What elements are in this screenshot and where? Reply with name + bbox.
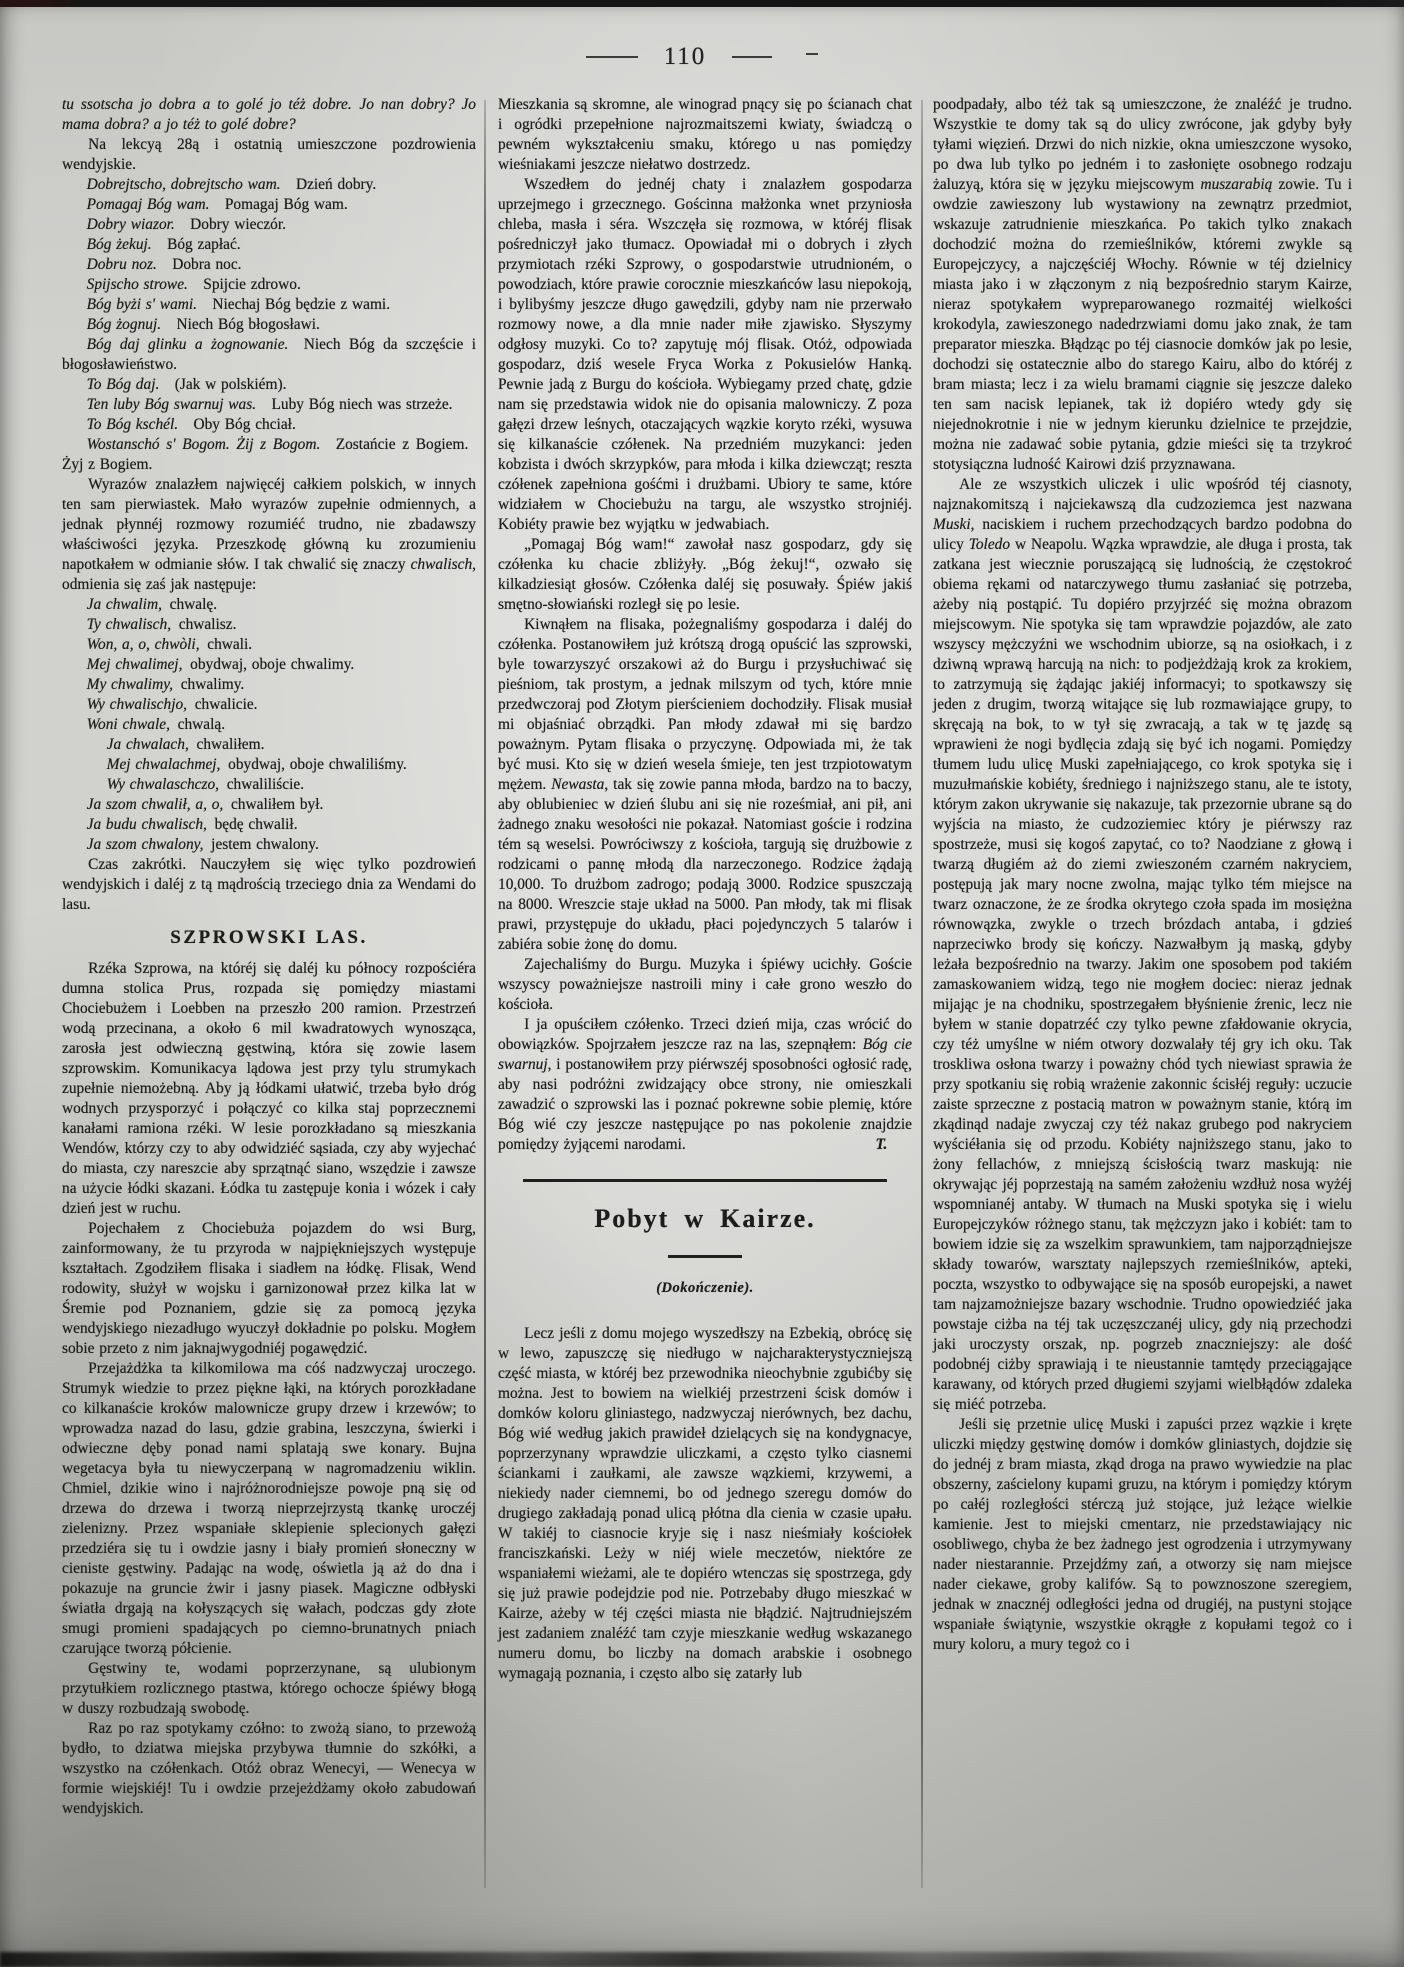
- paragraph: [62, 959, 476, 1219]
- text-run: Dobru noz.: [86, 256, 157, 273]
- text-run: „Pomagaj Bóg wam!“ zawołał nasz gospodarz, gdy się czółenka ku chacie zbliżyły. „Bóg żekuj!“, ozwało się kilkadziesiąt głosów. Czółenka daléj się posuwały. Śpiéw jakiś smętno-słowiański rozległ się po lesie.: [498, 536, 912, 613]
- text-run: będę chwalił.: [206, 816, 298, 833]
- phrase-line: [62, 755, 476, 775]
- text-run: SZPROWSKI LAS.: [170, 927, 368, 948]
- text-run: , i postanowiłem przy piérwszéj sposobności ogłosić radę, aby nasi podróżni zwidzający obce strony, nie omieszkali zawadzić o szprowski las i poznać pokrewne sobie plemię, które Bóg wié czy jeszcze następujące po nas pokolenie znajdzie pomiędzy żyjącemi narodami.: [498, 1056, 912, 1153]
- page-number: 110: [663, 43, 707, 70]
- text-run: Wszedłem do jednéj chaty i znalazłem gospodarza uprzejmego i grzecznego. Gościnna małżonka wnet przyniosła chleba, masła i séra. Wszczęła się rozmowa, w któréj flisak pośredniczył jako tłumacz. Opowiadał mi o dobrych i złych przymiotach rzéki Szprowy, o gospodarstwie utrudnioném, o powodziach, które prawie corocznie mieszkańców lasu niepokoją, i bylibyśmy jeszcze długo gawędzili, gdyby nam nie przerwało rozmowy nowe, a dla mnie nader miłe zjawisko. Słyszymy odgłosy muzyki. Co to? zapytuję mój flisak. Otóż, odpowiada gospodarz, dziś wesele Fryca Worka z Pokusielów Hanką. Pewnie jadą z Burgu do kościoła. Wybiegamy przed chatę, gdzie nam się przedstawia widok nie do opisania malowniczy. Z poza gałęzi drzew leśnych, otaczających wązkie koryto rzéki, wysuwa się kilkanaście czółenek. Na przedniém muzykanci: jeden kobzista i dwóch skrzypków, para młoda i kilka dziewcząt; reszta czółenek zapełniona gośćmi i drużbami. Ubiory te same, które widziałem w Chociebużu na targu, ale wszystko strojniéj. Kobiéty prawie bez wyjątku w jedwabiach.: [498, 176, 912, 533]
- phrase-line: [62, 435, 476, 475]
- text-run: Toledo: [968, 536, 1011, 553]
- text-run: Luby Bóg niech was strzeże.: [256, 396, 453, 413]
- phrase-line: [62, 815, 476, 835]
- text-run: obydwaj, oboje chwaliliśmy.: [220, 756, 407, 773]
- paragraph: [62, 1219, 476, 1359]
- phrase-line: [62, 375, 476, 395]
- text-run: Ja chwalach,: [106, 736, 189, 753]
- text-run: Ty chwalisch,: [86, 616, 172, 633]
- phrase-line: [62, 315, 476, 335]
- text-run: chwaliliście.: [219, 776, 305, 793]
- text-run: Mej chwalachmej,: [106, 756, 221, 773]
- section-heading: [62, 928, 476, 948]
- text-run: zowie. Tu i owdzie zawieszony lub wystawiony na zewnątrz przedmiot, wskazuje zatrudnienie mieszkańca. Po takich tylko znakach dochodzić można do rzemieślników, któremi zwykle są Europejczycy, a najczęściéj Włochy. Równie w téj dzielnicy miasta jako i w złączonym z nią bezpośrednio starym Kairze, nieraz spotykałem wypreparowanego rozmaitéj wielkości krokodyla, zawieszonego nadedrzwiami domu jako znak, że tam preparator mieszka. Błądząc po téj ciasnocie domków jak po lesie, dochodzi się ostatecznie albo do starego Kairu, albo do któréj z bram miasta; lecz i za wielu bramami ciągnie się jeszcze daleko ten sam nacisk lepianek, tak iż dopiéro wtedy gdy się niejednokrotnie i nie w jednym kierunku dzielnice te przejdzie, można nie zadawać sobie pytania, gdzie mieści się ta trzykroć stotysiączna ludność Kairowi dziś przyznawana.: [933, 176, 1352, 473]
- phrase-line: [62, 395, 476, 415]
- text-run: Pomagaj Bóg wam.: [209, 196, 348, 213]
- text-run: Bóg daj glinku a żognowanie.: [86, 336, 289, 353]
- text-run: Dobrejtscho, dobrejtscho wam.: [86, 176, 281, 193]
- column-divider-left: [484, 100, 486, 1888]
- text-run: Pobyt w Kairze.: [594, 1204, 816, 1233]
- paragraph-continued: [933, 95, 1352, 475]
- text-run: chwalisz.: [171, 616, 237, 633]
- text-run: chwalisch: [410, 556, 473, 573]
- phrase-line: [62, 715, 476, 735]
- text-column-3: [933, 95, 1352, 1895]
- phrase-line: [62, 655, 476, 675]
- text-column-2: [498, 95, 912, 1895]
- text-run: Muski: [933, 516, 971, 533]
- text-run: Dzień dobry.: [280, 176, 377, 193]
- phrase-line: [62, 335, 476, 375]
- text-run: tu ssotscha jo dobra a to golé jo téż dobre. Jo nan dobry? Jo mama dobra? a jo téż to golé dobre?: [62, 96, 476, 133]
- text-run: Ja szom chwalony,: [86, 836, 204, 853]
- text-run: Niech Bóg błogosławi.: [161, 316, 320, 333]
- paragraph: [933, 1415, 1352, 1655]
- scan-top-edge: [0, 0, 1404, 7]
- text-run: Ja szom chwalił, a, o,: [86, 796, 224, 813]
- phrase-line: [62, 735, 476, 755]
- text-run: Bóg cie swarnuj: [498, 1036, 912, 1073]
- text-run: Oby Bóg chciał.: [178, 416, 296, 433]
- text-run: Gęstwiny te, wodami poprzerzynane, są ulubionym przytułkiem rozlicznego ptastwa, którego ochocze śpiéwy błogą w duszy rozbudzają swobodę.: [62, 1660, 476, 1717]
- phrase-line: [62, 295, 476, 315]
- text-run: Ja chwalim,: [86, 596, 162, 613]
- phrase-line: [62, 215, 476, 235]
- text-run: I ja opuściłem czółenko. Trzeci dzień mija, czas wrócić do obowiązków. Spojrzałem jeszcze raz na las, szepnąłem:: [498, 1016, 912, 1053]
- phrase-line: [62, 275, 476, 295]
- text-run: Ten luby Bóg swarnuj was.: [86, 396, 257, 413]
- text-run: To Bóg daj.: [86, 376, 160, 393]
- text-run: , naciskiem i ruchem przechodzących bardzo podobna do ulicy: [933, 516, 1352, 553]
- text-run: chwali.: [199, 636, 253, 653]
- phrase-line: [62, 635, 476, 655]
- scan-bottom-edge: [0, 1952, 1404, 1967]
- text-column-1: [62, 95, 476, 1895]
- text-run: Jeśli się przetnie ulicę Muski i zapuści przez wązkie i kręte uliczki między gęstwinę domów i domków gliniastych, dojdzie się do jednéj z bram miasta, zkąd droga na prawo wywiedzie na plac obszerny, zaścielony kupami gruzu, na którym i pomiędzy którym po całéj rozległości stérczą już stojące, już leżące wielkie kamienie. Jest to miejski cmentarz, nie przedstawiający nic osobliwego, chyba że bez żadnego jest ogrodzenia i utrzymywany nader niestarannie. Przejdźmy zań, a otworzy się nam miejsce nader ciekawe, groby kalifów. Są to powznoszone szeregiem, jednak w znacznéj odległości jedna od drugiéj, na pustyni stojące wspaniałe świątynie, wszystkie okrągłe z kopułami tegoż co i mury koloru, a mury tegoż co i: [933, 1416, 1352, 1653]
- text-run: Wyrazów znalazłem najwięcéj całkiem polskich, w innych ten sam pierwiastek. Mało wyrazów zupełnie odmiennych, a jednak płynnéj rozmowy rozumiéć trudno, nie zbadawszy właściwości języka. Przeszkodę główną ku zrozumieniu napotkałem w odmianie słów. I tak chwalić się znaczy: [62, 476, 476, 573]
- text-run: Won, a, o, chwòli,: [86, 636, 200, 653]
- text-run: Raz po raz spotykamy czółno: to zwożą siano, to przewożą bydło, to dziatwa miejska przybywa tłumnie do szkółki, a wszystko na czółenkach. Otóż obraz Wenecyi, — Wenecya w formie wiejskiéj! Tu i owdzie przejeżdżamy około zabudowań wendyjskich.: [62, 1720, 476, 1817]
- text-run: poodpadały, albo téż tak są umieszczone, że znaléźć je trudno. Wszystkie te domy tak są do ulicy zwrócone, jak gdyby były tyłami więzień. Drzwi do nich nizkie, okna umieszczone wysoko, po dwa lub tylko po jedném i to zasłonięte osobnego rodzaju żaluzyą, która się w języku miejscowym: [933, 96, 1352, 193]
- text-run: Dobry wieczór.: [174, 216, 286, 233]
- text-run: Spijscho strowe.: [86, 276, 188, 293]
- page-number-rule-right-small: [806, 53, 818, 56]
- paragraph: [62, 475, 476, 595]
- text-run: Dobry wiazor.: [86, 216, 175, 233]
- text-run: Lecz jeśli z domu mojego wyszedłszy na Ezbekią, obrócę się w lewo, zapuszczę się niedługo w najcharakterystyczniejszą część miasta, w któréj bez przewodnika nieochybnie zgubićby się można. Jest to bowiem na wielkiéj przestrzeni ścisk domów i domków koloru gliniastego, nadzwyczaj nierównych, bez dachu, Bóg wié według jakich prawideł dzielących się na kondygnacye, poprzerzynany wprawdzie uliczkami, a często tylko ciasnemi ściankami i zaułkami, ale zawsze wązkiemi, krzywemi, a niekiedy nader ciemnemi, bo od jednego szeregu domów do drugiego zakładają ponad ulicą płótna dla cienia w czasie upału. W takiéj to ciasnocie kryje się i nasz nieśmiały kościołek franciszkański. Leży w niéj wiele meczetów, niektóre ze wspaniałemi wieżami, ale te dopiéro wtenczas się spostrzega, gdy się już prawie podejdzie pod nie. Potrzebaby długo mieszkać w Kairze, ażeby w téj części miasta nie błądzić. Najtrudniejszém jest zadaniem znaléźć tam czyje mieszkanie według wskazanego numeru domu, bo liczby na domach arabskie i osobnego wymagają poznania, i często albo się zatarły lub: [498, 1325, 912, 1682]
- text-run: obydwaj, oboje chwalimy.: [182, 656, 355, 673]
- text-run: w Neapolu. Wązka wprawdzie, ale długa i prosta, tak zatkana jest wiecznie poruszającą się ludnością, że częstokroć obiema rękami od natarczywego tłumu zasłaniać się potrzeba, ażeby nią postąpić. Tu dopiéro przyjrzéć się można obrazom miejscowym. Nie spotyka się tam wprawdzie pojazdów, ale zato wszyscy mężczyźni we wschodnim ubiorze, są na osiołkach, i z dziwną wprawą harcują na nich: to podjeżdżają krok za krokiem, to zatrzymują się żądając jakiéj informacyi; to spotkawszy się jeden z drugim, tworzą witające się lub rozmawiające grupy, to skręcają na bok, to w tył się zwracają, a tak w tę jazdę są wprawieni że nogi bydlęcia zdają się być ich nogami. Pomiędzy tłumem ludu ulicę Muski zapełniającego, co krok spotyka się i muzułmańskie kobiéty, średniego i najniższego stanu, ale te istoty, którym zakon ukrywanie się nakazuje, tak przezornie ubrane są do wyjścia na miasto, że cudzoziemiec który je piérwszy raz spostrzeże, musi się kogoś zapytać, co to? Naodziane z głową i twarzą długiém aż do ziemi zwieszoném czarném nakryciem, postępują jak mary nocne zwolna, mając tylko tém miejsce na twarz oznaczone, że ze środka okrytego czoła spada im mosiężna równowązka, zwykle o trzech brózdach antaba, i gdzieś naprzeciwko brody się kończy. Nazwałbym ją maską, gdyby leżała bezpośrednio na twarzy. Jakim one sposobem pod takiém zamaskowaniem widzą, tego nie mogłem dociec: nieraz jednak mijając je na chodniku, spostrzegałem błyśnienie źrenic, lecz nie byłem w stanie dopatrzéć czy tylko pewne zfałdowanie okrycia, czy téż umyślne w niém otwory dozwalały téj gry ich oku. Tak troskliwa osłona twarzy i poważny chód tych niewiast sprawia że przy spotkaniu się robią wrażenie zakonnic ścisłéj reguły: uczucie zaiste sprzeczne z postacią matron w poważnym stanie, którą im zkądinąd nadaje zwyczaj czy téż nakaz grubego pod nakryciem wyściéłania się od przodu. Kobiéty najniższego stanu, jako to żony fellachów, z mniejszą ścisłością twarz maskują: nie okrywając jéj poprzestają na samém założeniu wzdłuż nosa wyżéj wspomnianéj antaby. W tłumach na Muski spotyka się i wielu Europejczyków różnego stanu, tak mężczyzn jako i kobiét: tam to bowiem idzie się za wszelkim sprawunkiem, tam najporządniejsze składy towarów, warsztaty najlepszych rzemieślników, apteki, poczta, wszystko to odbywające się na sposób europejski, a nawet tam najzamożniejsze bazary wschodnie. Trudno opowiedziéć jaka powstaje ciżba na téj tak uczęszczanéj ulicy, gdy nią przechodzi jaki uroczysty orszak, np. pogrzeb znaczniejszy: ale dość podobnéj ciżby sprawiają i te nieustannie tamtędy przeciągające karawany, od których przed długiemi szyjami wielbłądów zdaleka się miéć potrzeba.: [933, 536, 1353, 1413]
- phrase-line: [62, 175, 476, 195]
- paragraph: [62, 855, 476, 915]
- text-run: , tak się zowie panna młoda, bardzo na to baczy, aby oblubieniec w dzień ślubu ani się nie roześmiał, ani pił, ani żadnego znaku wesołości nie pokazał. Natomiast goście i rodzina tém są weselsi. Powróciwszy z kościoła, targują się drużbowie z rodzicami o pannę młodą dla narzeczonego. Rodzice żądają 10,000. To drużbom zadrogo; podają 3000. Rodzice spuszczają na 8000. Wreszcie staje układ na 5000. Pan młody, tak mi flisak prawi, przystępuje do układu, płaci pojedynczych 5 talarów i zabiéra sobie żonę do domu.: [498, 776, 913, 953]
- author-signature: T.: [875, 1136, 888, 1153]
- phrase-line: [62, 255, 476, 275]
- text-run: Mej chwalimej,: [86, 656, 183, 673]
- text-run: Spijcie zdrowo.: [187, 276, 301, 293]
- phrase-line: [62, 695, 476, 715]
- text-run: Woni chwale,: [86, 716, 170, 733]
- phrase-line: [62, 235, 476, 255]
- text-run: chwalimy.: [173, 676, 245, 693]
- text-run: Zostańcie z Bogiem. Żyj z Bogiem.: [62, 436, 477, 473]
- paragraph: [498, 955, 912, 1015]
- text-run: Bóg zapłać.: [151, 236, 241, 253]
- title-rule: [668, 1255, 742, 1258]
- phrase-line: [62, 795, 476, 815]
- text-run: My chwalimy,: [86, 676, 174, 693]
- paragraph: [498, 175, 912, 535]
- phrase-line: [62, 615, 476, 635]
- text-run: Wy chwalischjo,: [86, 696, 188, 713]
- text-run: Bóg żekuj.: [86, 236, 152, 253]
- text-run: Pomagaj Bóg wam.: [86, 196, 210, 213]
- phrase-line: [62, 775, 476, 795]
- text-run: Na lekcyą 28ą i ostatnią umieszczone pozdrowienia wendyjskie.: [62, 136, 476, 173]
- article-divider-rule: [523, 1179, 887, 1182]
- phrase-line: [62, 195, 476, 215]
- paragraph: [62, 1359, 476, 1659]
- text-run: Wy chwalaschczo,: [106, 776, 220, 793]
- article-subtitle: [498, 1278, 912, 1298]
- text-run: chwalą.: [169, 716, 226, 733]
- text-run: chwalicie.: [187, 696, 258, 713]
- phrase-line: [62, 675, 476, 695]
- text-run: Bóg żognuj.: [86, 316, 162, 333]
- text-run: Pojechałem z Chociebuża pojazdem do wsi Burg, zainformowany, że tu przyroda w najpiękniejszych występuje kształtach. Zgodziłem flisaka i siadłem na łódkę. Flisak, Wend rodowity, służył w wojsku i garnizonował przez kilka lat w Śremie pod Poznaniem, gdzie się za pomocą języka wendyjskiego niezadługo wyuczył dokładnie po polsku. Mogłem sobie przeto z nim jaknajwygodniéj pogawędzić.: [62, 1220, 476, 1357]
- paragraph: [62, 135, 476, 175]
- page-header: [0, 42, 1404, 72]
- page-number-rule-right: [732, 56, 772, 59]
- text-run: Ja budu chwalisch,: [86, 816, 207, 833]
- phrase-line: [62, 415, 476, 435]
- text-run: (Jak w polskiém).: [159, 376, 287, 393]
- text-run: Newasta: [551, 776, 605, 793]
- text-run: chwalę.: [161, 596, 218, 613]
- paragraph: [62, 1719, 476, 1819]
- text-run: Rzéka Szprowa, na któréj się daléj ku północy rozpościéra dumna stolica Prus, rozpada się pomiędzy miastami Chociebużem i Loebben na przeszło 200 ramion. Przestrzeń wodą przecinana, a około 6 mil kwadratowych wynosząca, zarosła jest odwieczną gęstwiną, która się zowie lasem szprowskim. Komunikacya lądowa jest przy tylu strumykach zupełnie niemożebną. Aby ją łódkami ułatwić, trzeba było dróg wodnych przysporzyć i połączyć co kilka staj poprzecznemi kanałami ramiona rzéki. W lesie porozkładano są mieszkania Wendów, którzy czy to aby odwidziéć sąsiada, czy aby wyjechać do miasta, czy nareszcie aby sprzątnąć siano, wszędzie i zawsze na użycie łódki skazani. Łódka tu zastępuje konia i wózek i cały dzień jest w ruchu.: [62, 960, 476, 1217]
- text-run: muszarabią: [1200, 176, 1273, 193]
- phrase-line: [62, 595, 476, 615]
- paragraph-continued: [498, 95, 912, 175]
- text-run: Wostanschó s' Bogom. Żij z Bogom.: [86, 436, 321, 453]
- text-run: , odmienia się zaś jak następuje:: [62, 556, 476, 593]
- paragraph: [498, 1324, 912, 1684]
- text-run: To Bóg kschél.: [86, 416, 179, 433]
- paragraph-continued: [62, 95, 476, 135]
- text-run: Kiwnąłem na flisaka, pożegnaliśmy gospodarza i daléj do czółenka. Postanowiłem już krótszą drogą opuścić las szprowski, byle towarzyszyć orszakowi aż do Burgu i przysłuchiwać się pieśniom, tak prostym, a jednak milszym od tych, które mnie przedwczoraj pod Złotym pierścieniem dochodziły. Flisak musiał mi objaśniać obrządki. Pan młody zdawał mi się bardzo poważnym. Pytam flisaka o przyczynę. Odpowiada mi, że tak być musi. Kto się w dzień wesela śmieje, ten jest trzpiotowatym mężem.: [498, 616, 912, 793]
- text-run: Przejażdżka ta kilkomilowa ma cóś nadzwyczaj uroczego. Strumyk wiedzie to przez piękne łąki, na których porozkładane co kilkanaście kroków malownicze grupy drzew i krzewów; to wprowadza nazad do lasu, gdzie grabina, leszczyna, świerki i odwieczne dęby ponad nami splatają swe konary. Bujna wegetacya była tu niewyczerpaną w nagromadzeniu wiklin. Chmiel, dzikie wino i najróżnorodniejsze powoje pną się od drzewa do drzewa i tworzą nieprzejrzystą tkankę uroczéj zielenizny. Przez wspaniałe sklepienie splecionych gałęzi przedziéra się tu i owdzie jasny i biały promień słoneczny w cieniste gęstwiny. Padając na wodę, oświetla ją aż do dna i pokazuje na gruncie żwir i jasny piasek. Magiczne odbłyski światła drgają na kołyszących się wałach, podczas gdy złote smugi promieni spadających po ciemno-brunatnych pniach czarujące tworzą półcienie.: [62, 1360, 476, 1657]
- text-run: chwaliłem był.: [223, 796, 324, 813]
- text-run: Dobra noc.: [156, 256, 242, 273]
- text-run: jestem chwalony.: [203, 836, 319, 853]
- text-run: Czas zakrótki. Nauczyłem się więc tylko pozdrowień wendyjskich i daléj z tą mądrością trzeciego dnia za Wendami do lasu.: [62, 856, 476, 913]
- paragraph: [498, 615, 912, 955]
- paragraph: [62, 1659, 476, 1719]
- page-number-rule-left: [586, 56, 638, 59]
- article-title: [498, 1204, 912, 1233]
- paragraph: [498, 535, 912, 615]
- text-run: Niech Bóg da szczęście i błogosławieństwo.: [62, 336, 476, 373]
- text-run: (Dokończenie).: [656, 1280, 754, 1296]
- text-run: Zajechaliśmy do Burgu. Muzyka i śpiéwy ucichły. Goście wszyscy poważniejsze nastroili miny i całe grono weszło do kościoła.: [498, 956, 912, 1013]
- paragraph: [498, 1015, 912, 1155]
- paragraph: [933, 475, 1352, 1415]
- text-run: Mieszkania są skromne, ale winograd pnący się po ścianach chat i ogródki przepełnione najrozmaitszemi kwiaty, świadczą o pewném wykształceniu smaku, którego u nas pomiędzy wieśniakami jeszcze niełatwo dostrzedz.: [498, 96, 912, 173]
- phrase-line: [62, 835, 476, 855]
- text-run: chwaliłem.: [188, 736, 265, 753]
- text-run: Ale ze wszystkich uliczek i ulic wpośród téj ciasnoty, najznakomitszą i najciekawszą dla cudzoziemca jest nazwana: [933, 476, 1352, 513]
- text-run: Bóg byżi s' wami.: [86, 296, 198, 313]
- column-divider-right: [921, 100, 923, 1888]
- text-run: Niechaj Bóg będzie z wami.: [197, 296, 391, 313]
